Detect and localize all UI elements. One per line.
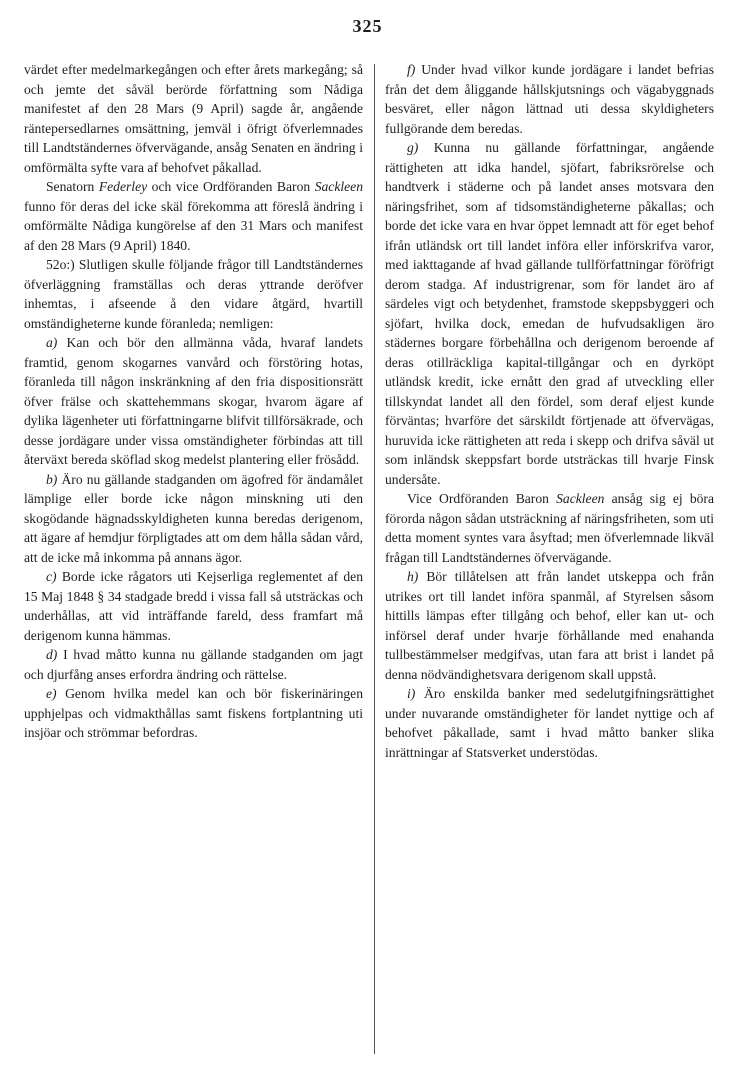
item-text: Bör tillåtelsen att från landet utskeppa och från utrikes ort till landet införa spanmål, af Styrelsen såsom hittills lämpas efter tillgång och behof, eller kan ut- och införsel deraf under hvarje förhållande med enahanda tullbestämmelser medgifvas, utan fara att brist i landet på denna nödvändighetsvara derigenom skall uppstå. xyxy=(385,569,714,682)
item-text: Under hvad vilkor kunde jordägare i landet befrias från det dem åliggande hållskjutsnings och vägabyggnads besväret, eller någon lättnad uti dessa skyldigheters fullgörande dem beredas. xyxy=(385,62,714,136)
item-g xyxy=(385,138,714,489)
item-i xyxy=(385,684,714,762)
item-marker: b) xyxy=(46,471,58,487)
item-text: Äro nu gällande stadganden om ägofred för ändamålet lämplige eller borde icke någon minskning uti den skogödande hägnadsskyldigheten kunna beredas derigenom, att ägare af hemdjur förpligtades att om dem hålla sådan vård, att de icke må inkomma på annans ägor. xyxy=(24,471,363,565)
item-marker: g) xyxy=(407,140,419,155)
item-a xyxy=(24,333,363,470)
item-marker: d) xyxy=(46,647,58,662)
item-text: Genom hvilka medel kan och bör fiskerinäringen upphjelpas och vidmakthållas samt fiskens fortplantning uti insjöar och strömmar befordras. xyxy=(24,686,363,740)
item-text: I hvad måtto kunna nu gällande stadganden om jagt och djurfång anses erfordra ändring och rättelse. xyxy=(24,647,363,682)
item-c xyxy=(24,567,363,645)
item-text: Kan och bör den allmänna våda, hvaraf landets framtid, genom skogarnes vanvård och förstöring hotas, föranleda till någon inskränkning af den fria dispositionsrätt öfver frälse och skattehemmans skogar, hvarom ägare af dylika lägenheter uti författningarne blifvit tillförsäkrade, och desse jordägare under vissa omständigheter förbindas att till återväxt bereda sköflad skog medelst plantering eller frösådd. xyxy=(24,335,363,467)
paragraph-senators xyxy=(24,177,363,255)
text-segment: och vice Ordföranden Baron xyxy=(147,179,315,194)
item-marker: c) xyxy=(46,569,57,584)
item-e xyxy=(24,684,363,743)
text-segment: funno för deras del icke skäl förekomma att föreslå ändring i omförmälte Nådiga kungörelse af den 31 Mars och manifest af den 28 Mars (9 April) 1840. xyxy=(24,198,363,253)
text-segment: Vice Ordföranden Baron xyxy=(407,491,557,506)
item-marker: h) xyxy=(407,569,419,584)
item-marker: e) xyxy=(46,686,57,701)
item-marker: i) xyxy=(407,686,416,701)
item-text: Kunna nu gällande författningar, angående rättigheten att idka handel, sjöfart, fabriksrörelse och handtverk i städerne och på landet anses motsvara den näringsfrihet, som af tidsomständigheterne påkallas; och borde det icke vara en hvar öppet lemnadt att för eget behof ifrån utländsk ort till landet införa eller införskrifva varor, med iakttagande af hvad gällande tullförfattningar föröfrigt derom stadga. Af industrigrenar, som för landet äro af särdeles vigt och betydenhet, framstode skeppsbyggeri och sjöfart, hvilka dock, emedan de hufvudsakligen äro städernes borgare förbehållna och derigenom beroende af deras otillräckliga kapital-tillgångar och en dyrköpt utländsk kredit, icke ernått den grad af utveckling eller tillskyndat landet all den fördel, som deraf eljest kunde förväntas; hvarföre det särskildt förtjenade att öfvervägas, huruvida icke rättigheten att reda i skepp och drifva såväl ut som inländsk skeppsfart borde utsträckas till hvarje Finsk undersåte. xyxy=(385,140,714,487)
text-segment: Senatorn xyxy=(46,179,99,194)
item-marker: a) xyxy=(46,335,58,350)
item-h xyxy=(385,567,714,684)
right-column xyxy=(385,60,714,762)
name-federley: Federley xyxy=(98,179,148,194)
item-marker: f) xyxy=(407,62,416,77)
column-divider xyxy=(374,64,375,1054)
item-text: Borde icke rågators uti Kejserliga reglementet af den 15 Maj 1848 § 34 stadgade bredd i vissa fall så utsträckas och underhållas, att vid inträffande fareld, dess framfart må derigenom kunna hämmas. xyxy=(24,569,363,643)
left-column xyxy=(24,60,363,743)
paragraph-questions-intro: 52o:) Slutligen skulle följande frågor till Landtständernes öfverläggning framställas och deras yttrande deröfver inhemtas, i afseende å den vidare åtgärd, hvartill omständigheterne kunde föranleda; nemligen: xyxy=(24,257,363,331)
page-number: 325 xyxy=(352,16,383,36)
paragraph-continuation: värdet efter medelmarkegången och efter årets markegång; så och jemte det såväl berörde författning som Nådiga manifestet af den 28 Mars (9 April) sagde år, angående räntepersedlarnes omsättning, jemväl i öfrigt öfverlemnades till Landtständernes öfvervägande, ansåg Senaten en ändring i omförmälta syfte vara af behofvet påkallad. xyxy=(24,62,363,175)
text-segment: ansåg sig ej böra förorda någon sådan utsträckning af näringsfriheten, som uti detta moment syntes vara åsyftad; men öfverlemnade likväl frågan till Landtständernes öfvervägande. xyxy=(385,491,714,565)
name-sackleen: Sackleen xyxy=(556,491,605,506)
item-b xyxy=(24,470,363,568)
paragraph-vice-chair xyxy=(385,489,714,567)
name-sackleen: Sackleen xyxy=(314,179,363,194)
item-f xyxy=(385,60,714,138)
item-d xyxy=(24,645,363,684)
item-text: Äro enskilda banker med sedelutgifningsrättighet under nuvarande omständigheter för landet nyttige och af behofvet påkallade, samt i hvad måtto banker slika inrättningar af Statsverket understödas. xyxy=(385,686,714,760)
